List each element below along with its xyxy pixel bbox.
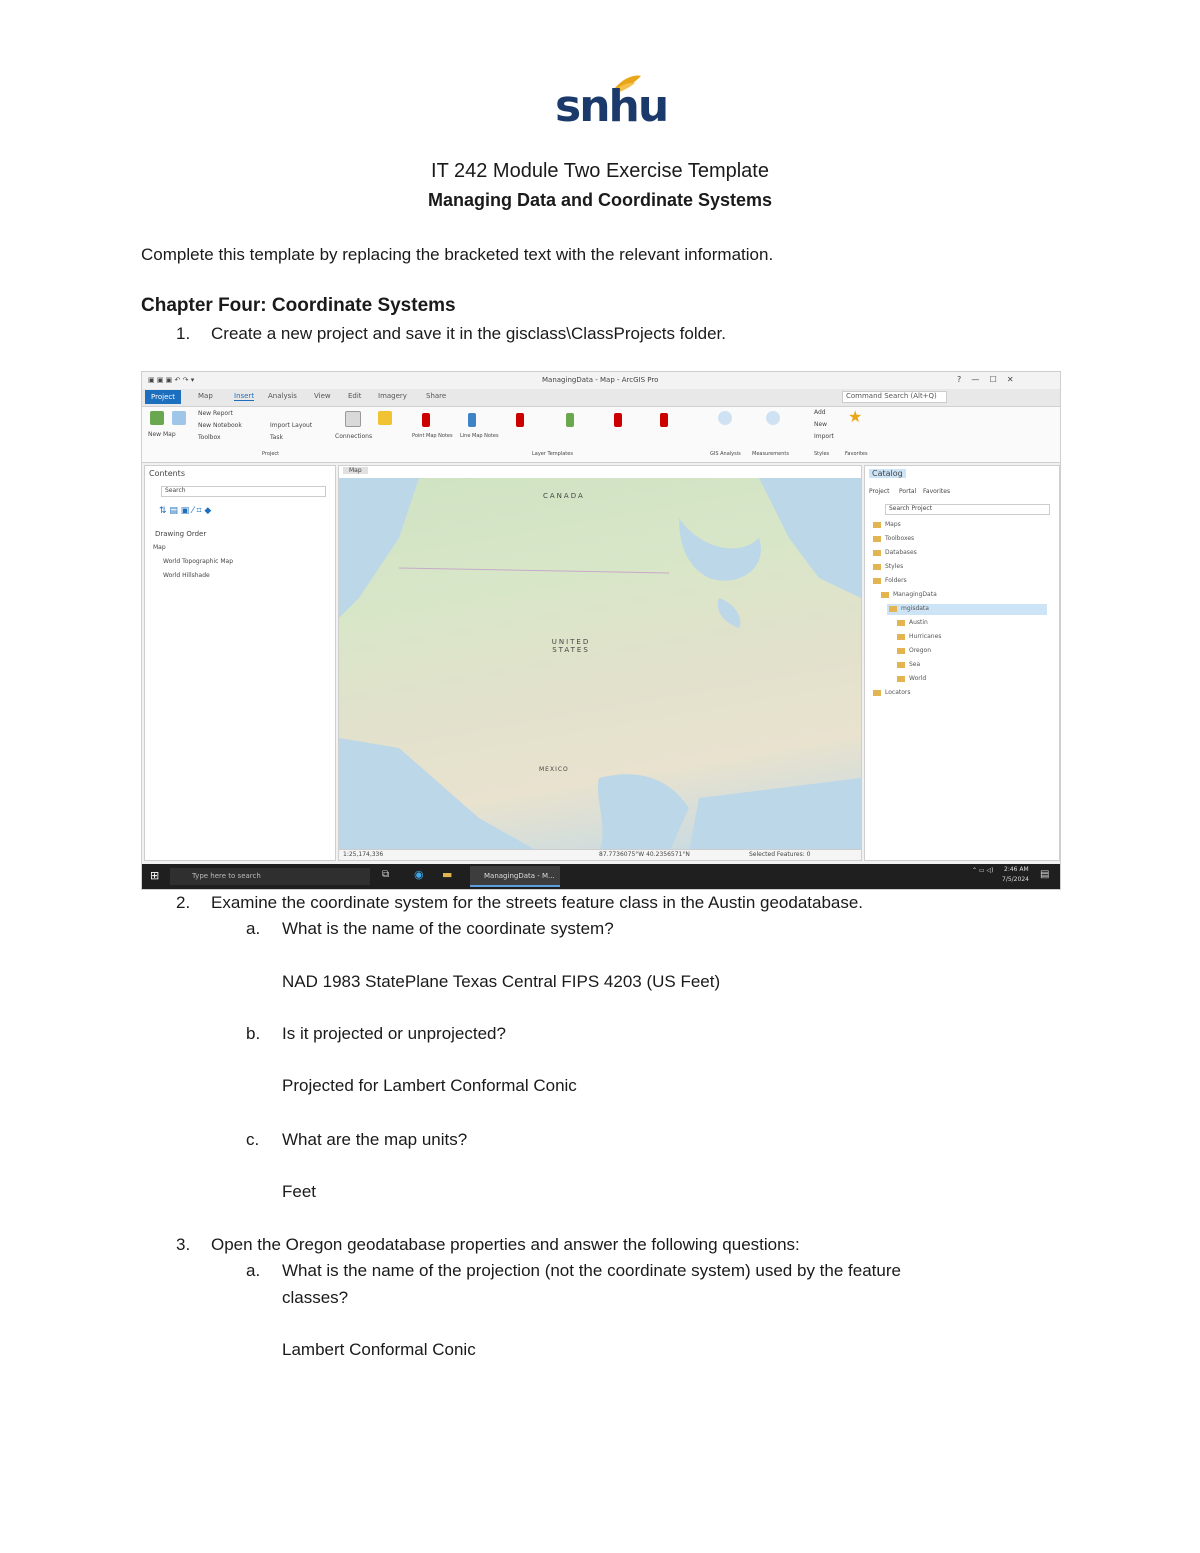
tab-edit[interactable]: Edit [348,392,362,400]
ribbon-point-notes[interactable]: Point Map Notes [412,433,453,439]
folder-icon [873,522,881,528]
folder-icon [881,592,889,598]
ribbon-line-notes[interactable]: Line Map Notes [460,433,499,439]
snhu-logo [555,74,668,134]
taskbar-search-input[interactable]: Type here to search [170,868,370,885]
folder-icon [897,676,905,682]
ribbon-new-notebook[interactable]: New Notebook [198,422,242,429]
catalog-item-managingdata[interactable]: ManagingData [893,591,937,598]
q3-text: Open the Oregon geodatabase properties and answer the following questions: [211,1235,800,1254]
q2a-answer: NAD 1983 StatePlane Texas Central FIPS 4203 (US Feet) [282,972,721,991]
q1-number: 1. [176,324,191,343]
group-project: Project [262,451,280,457]
ribbon-styles-new[interactable]: New [814,421,828,428]
q3a-answer: Lambert Conformal Conic [282,1340,476,1359]
folder-icon [873,564,881,570]
selected-features: Selected Features: 0 [749,851,811,858]
basemap[interactable] [339,478,861,852]
catalog-item-hurricanes[interactable]: Hurricanes [909,633,942,640]
distance-icon[interactable] [766,411,780,425]
map-label-canada: CANADA [543,492,585,500]
clock-time: 2:46 AM [1004,866,1029,873]
window-title: ManagingData - Map - ArcGIS Pro [542,376,659,384]
map-view[interactable] [338,465,862,861]
section-heading: Chapter Four: Coordinate Systems [141,295,456,316]
catalog-tab-portal[interactable]: Portal [899,488,917,495]
layer-map[interactable]: Map [153,544,166,551]
catalog-item-locators[interactable]: Locators [885,689,911,696]
q1-text: Create a new project and save it in the gisclass\ClassProjects folder. [211,324,726,343]
task-view-icon[interactable]: ⧉ [382,869,390,880]
tab-analysis[interactable]: Analysis [268,392,297,400]
catalog-item-folders[interactable]: Folders [885,577,907,584]
q2b-label: b. [246,1024,261,1043]
q2c-answer: Feet [282,1182,317,1201]
ribbon-new-report[interactable]: New Report [198,410,233,417]
ribbon-tabs [142,389,1060,407]
ribbon-import-layout[interactable]: Import Layout [270,422,313,429]
map-water-features [339,478,861,852]
q2b-answer: Projected for Lambert Conformal Conic [282,1076,577,1095]
link-chart-icon[interactable] [718,411,732,425]
tray-icons[interactable]: ⌃ ▭ ◁) [972,867,994,874]
raster-notes-icon[interactable] [566,413,574,427]
folder-icon [873,550,881,556]
ribbon-connections[interactable]: Connections [335,433,373,440]
multipoint-notes-icon[interactable] [614,413,622,427]
drawing-order-label: Drawing Order [155,530,207,538]
map-label-usa: UNITED STATES [551,638,591,654]
map-view-tab[interactable]: Map [343,467,368,474]
catalog-title: Catalog [869,469,906,478]
add-folder-icon[interactable] [378,411,392,425]
contents-search-input[interactable]: Search [161,486,326,497]
catalog-item-maps[interactable]: Maps [885,521,901,528]
taskbar-arcgis-app[interactable]: ManagingData - M... [470,866,560,887]
catalog-item-oregon[interactable]: Oregon [909,647,932,654]
group-gis-analysis: GIS Analysis [710,451,741,457]
catalog-pane [864,465,1060,861]
notifications-icon[interactable]: ▤ [1040,869,1050,880]
ribbon-task[interactable]: Task [270,434,283,441]
q2a-question: What is the name of the coordinate system? [282,919,614,938]
group-styles: Styles [814,451,830,457]
q3a-question-line1: What is the name of the projection (not the coordinate system) used by the feature [282,1261,901,1280]
folder-icon [897,620,905,626]
window-titlebar [142,372,1060,389]
folder-icon [873,690,881,696]
new-map-icon[interactable] [150,411,164,425]
tab-view[interactable]: View [314,392,331,400]
folder-icon [873,536,881,542]
q3-number: 3. [176,1235,191,1254]
folder-icon [897,662,905,668]
layer-world-hillshade[interactable]: World Hillshade [163,572,210,579]
folder-icon [889,606,897,612]
catalog-item-toolboxes[interactable]: Toolboxes [885,535,915,542]
catalog-item-mgisdata[interactable]: mgisdata [901,605,929,612]
contents-title: Contents [149,469,185,478]
folder-icon [897,648,905,654]
scale-field[interactable]: 1:25,174,336 [343,851,384,858]
coordinate-readout: 87.7736075°W 40.2356571°N [599,851,690,858]
ribbon-styles-import[interactable]: Import [814,433,834,440]
catalog-tab-project[interactable]: Project [869,488,890,495]
catalog-item-databases[interactable]: Databases [885,549,917,556]
catalog-item-sea[interactable]: Sea [909,661,921,668]
new-layout-icon[interactable] [172,411,186,425]
tab-imagery[interactable]: Imagery [378,392,407,400]
ribbon [142,407,1060,463]
q3a-label: a. [246,1261,261,1280]
tab-map[interactable]: Map [198,392,213,400]
document-title: IT 242 Module Two Exercise Template [431,160,769,182]
map-label-mexico: MEXICO [539,766,569,773]
clock-date: 7/5/2024 [1002,876,1029,883]
ribbon-toolbox[interactable]: Toolbox [198,434,221,441]
tab-share[interactable]: Share [426,392,447,400]
q3a-question-line2: classes? [282,1288,349,1307]
folder-icon [873,578,881,584]
window-controls[interactable]: ? — ☐ ✕ [957,375,1014,384]
ribbon-styles-add[interactable]: Add [814,409,826,416]
q2c-question: What are the map units? [282,1130,468,1149]
connections-icon[interactable] [345,411,361,427]
catalog-item-styles[interactable]: Styles [885,563,904,570]
edge-icon[interactable]: ◉ [414,868,424,881]
map-status-bar [339,849,861,860]
annotation-notes-icon[interactable] [660,413,668,427]
arcgis-screenshot [141,371,1061,890]
point-notes-icon[interactable] [422,413,430,427]
group-measurements: Measurements [752,451,789,457]
intro-text: Complete this template by replacing the bracketed text with the relevant information. [141,245,774,264]
add-item-star-icon[interactable]: ★ [848,407,863,426]
ribbon-new-map[interactable]: New Map [148,431,176,438]
tab-project[interactable]: Project [145,390,181,404]
folder-icon [897,634,905,640]
tab-insert[interactable]: Insert [234,392,255,400]
catalog-item-austin[interactable]: Austin [909,619,928,626]
windows-taskbar [142,864,1060,889]
q2b-question: Is it projected or unprojected? [282,1024,506,1043]
start-icon[interactable]: ⊞ [150,869,160,882]
q2a-label: a. [246,919,261,938]
group-layer-templates: Layer Templates [532,451,573,457]
q2c-label: c. [246,1130,260,1149]
contents-pane [144,465,336,861]
q2-number: 2. [176,893,191,912]
catalog-tab-favorites[interactable]: Favorites [923,488,951,495]
group-favorites: Favorites [845,451,868,457]
list-by-icons[interactable]: ⇅ ▤ ▣ ⁄ ⌗ ◆ [159,506,212,516]
catalog-search-input[interactable]: Search Project [885,504,1050,515]
polygon-notes-icon[interactable] [516,413,524,427]
q2-text: Examine the coordinate system for the streets feature class in the Austin geodatabase. [211,893,864,912]
document-subtitle: Managing Data and Coordinate Systems [427,190,773,210]
command-search-input[interactable]: Command Search (Alt+Q) [842,391,947,403]
quick-access-icons: ▣ ▣ ▣ ↶ ↷ ▾ [148,376,195,384]
logo-wordmark: snhu [555,81,668,132]
file-explorer-icon[interactable]: ▬ [442,868,453,881]
catalog-item-world[interactable]: World [909,675,927,682]
line-notes-icon[interactable] [468,413,476,427]
layer-world-topographic[interactable]: World Topographic Map [163,558,233,565]
